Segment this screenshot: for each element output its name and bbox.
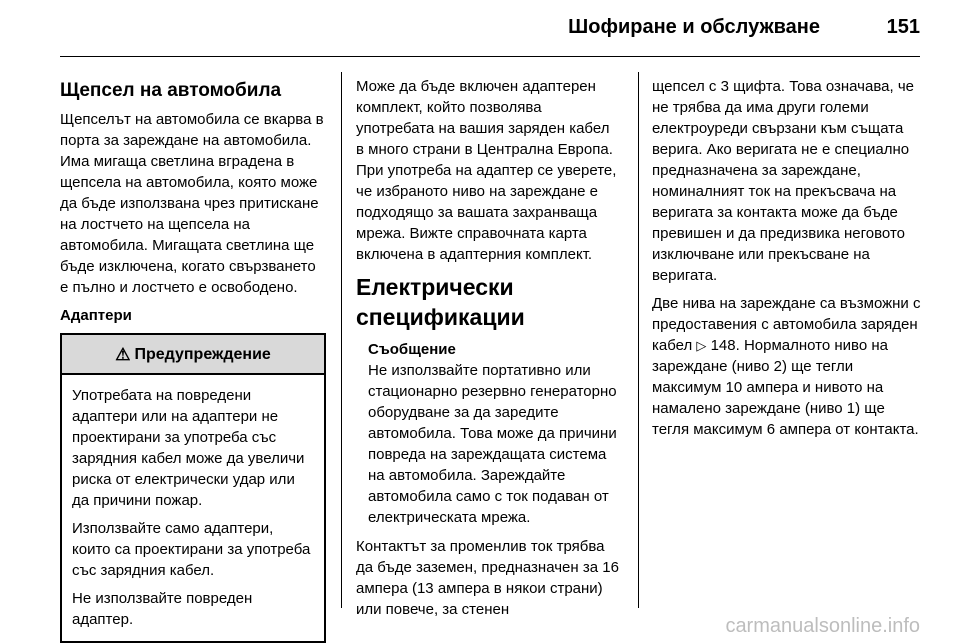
- warning-box: [60, 333, 326, 643]
- warning-header: [62, 335, 324, 375]
- page-reference-link[interactable]: 148: [710, 337, 736, 354]
- note-text: Не използвайте портативно или стационарно резервно генераторно оборудване за да заредите автомобила. Това може да причини повреда на зареждащата система на автомобила. Зареждайте автомобила само с ток подаван от електрическата мрежа.: [368, 362, 617, 526]
- page-number: 151: [886, 16, 920, 38]
- warning-paragraph-2: Използвайте само адаптери, които са проектирани за употреба със зарядния кабел.: [72, 520, 311, 579]
- paragraph-adapter-kit: Може да бъде включен адаптерен комплект, който позволява употребата на вашия заряден кабел в много страни в Централна Европа. При употреба на адаптер се уверете, че избраното ниво на зареждане е подходящо за вашата захранваща мрежа. Вижте справочната карта включена в адаптерния комплект.: [356, 78, 617, 263]
- note-title: Съобщение: [368, 341, 456, 358]
- column-divider-1: [341, 72, 342, 608]
- column-divider-2: [638, 72, 639, 608]
- column-3: [652, 76, 924, 447]
- warning-paragraph-3: Не използвайте повреден адаптер.: [72, 590, 253, 628]
- section-heading-vehicle-plug: Щепсел на автомобила: [60, 80, 282, 101]
- column-1: [60, 80, 328, 643]
- section-heading-electrical-specs: Електрически спецификации: [356, 274, 525, 330]
- paragraph-charge-levels: [652, 293, 924, 440]
- header-rule: [60, 56, 920, 57]
- note-block: [356, 339, 621, 528]
- paragraph-circuit: щепсел с 3 щифта. Това означава, че не трябва да има други големи електроуреди свързани към същата верига. Ако веригата не е специално предназначена за зареждане, номиналният ток на прекъсвача на веригата за контакта може да бъде превишен и да предизвика неговото изключване или прекъсване на веригата.: [652, 78, 914, 284]
- warning-paragraph-1: Употребата на повредени адаптери или на адаптери не проектирани за употреба със зарядния кабел може да увеличи риска от електрически удар или да причини пожар.: [72, 387, 305, 509]
- column-2: [356, 76, 621, 627]
- warning-title: Предупреждение: [134, 345, 271, 363]
- page-header-title: Шофиране и обслужване: [568, 16, 820, 38]
- watermark: carmanualsonline.info: [725, 615, 920, 637]
- charge-levels-text-b: . Нормалното ниво на зареждане (ниво 2) ще тегли максимум 10 ампера и нивото на намалено зареждане (ниво 1) ще тегля максимум 6 ампера от контакта.: [652, 337, 919, 438]
- paragraph-vehicle-plug: Щепселът на автомобила се вкарва в порта за зареждане на автомобила. Има мигаща светлина вградена в щепсела на автомобила, която може да бъде използвана чрез притискане на лостчето на щепсела на автомобила. Мигащата светлина ще бъде изключена, когато свързването е пълно и лостчето е освободено.: [60, 111, 324, 296]
- subheading-adapters: Адаптери: [60, 307, 132, 324]
- paragraph-ac-outlet: Контактът за променлив ток трябва да бъде заземен, предназначен за 16 ампера (13 ампера в някои страни) или повече, за стенен: [356, 538, 619, 618]
- warning-body: [62, 375, 324, 641]
- warning-triangle-icon: ⚠: [115, 344, 131, 364]
- page-reference-arrow-icon: ▷: [696, 338, 707, 353]
- charge-levels-text-a: Две нива на зареждане са възможни с предоставения с автомобила заряден кабел: [652, 295, 921, 354]
